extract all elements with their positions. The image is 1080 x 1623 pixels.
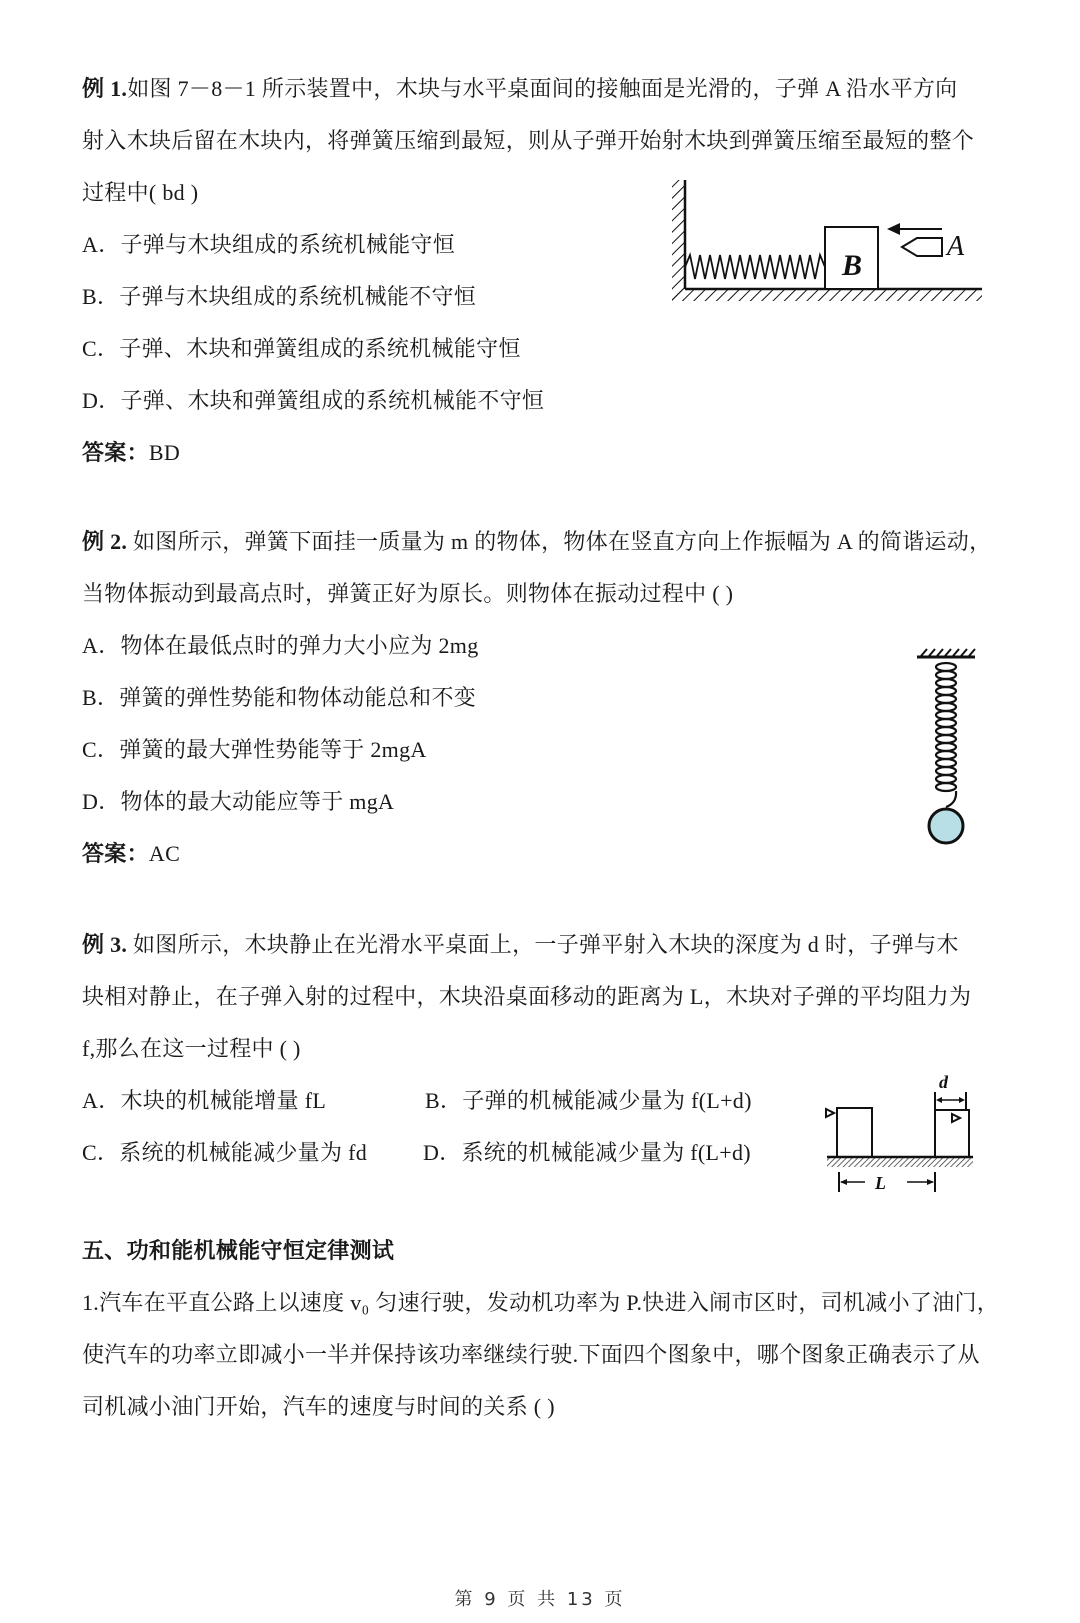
svg-text:L: L [875, 1173, 886, 1193]
example2-option-d: D．物体的最大动能应等于 mgA [82, 789, 395, 814]
example2-line1: 例 2. 如图所示，弹簧下面挂一质量为 m 的物体，物体在竖直方向上作振幅为 A 的简谐运动， [82, 529, 992, 554]
example1-option-b: B．子弹与木块组成的系统机械能不守恒 [82, 284, 477, 309]
example2-label: 例 2. [82, 529, 128, 554]
example1-line3: 过程中( bd ) [82, 180, 199, 205]
example3-option-b: B．子弹的机械能减少量为 f(L+d) [425, 1088, 752, 1113]
example1-option-d: D．子弹、木块和弹簧组成的系统机械能不守恒 [82, 388, 545, 413]
example1-option-c: C．子弹、木块和弹簧组成的系统机械能守恒 [82, 336, 521, 361]
example3-line3: f,那么在这一过程中 ( ) [82, 1036, 301, 1061]
example3-line2: 块相对静止，在子弹入射的过程中，木块沿桌面移动的距离为 L，木块对子弹的平均阻力为 [82, 984, 972, 1009]
example3-option-c: C．系统的机械能减少量为 fd [82, 1140, 368, 1165]
example3-option-d: D．系统的机械能减少量为 f(L+d) [423, 1140, 751, 1165]
hanging-spring-figure [915, 645, 980, 850]
example1-label: 例 1. [82, 76, 128, 101]
page-footer: 第 9 页 共 13 页 [454, 1589, 626, 1610]
example1-line2: 射入木块后留在木块内，将弹簧压缩到最短，则从子弹开始射木块到弹簧压缩至最短的整个 [82, 128, 975, 153]
section5-q1-line3: 司机减小油门开始，汽车的速度与时间的关系 ( ) [82, 1394, 555, 1419]
svg-text:A: A [947, 231, 965, 262]
example1-answer: 答案：BD [82, 440, 181, 465]
example3-label: 例 3. [82, 932, 128, 957]
example3-line1: 例 3. 如图所示，木块静止在光滑水平桌面上，一子弹平射入木块的深度为 d 时，子弹与木 [82, 932, 959, 957]
example2-option-a: A．物体在最低点时的弹力大小应为 2mg [82, 633, 479, 658]
spring-block-bullet-figure [672, 175, 992, 310]
section5-q1-line2: 使汽车的功率立即减小一半并保持该功率继续行驶.下面四个图象中，哪个图象正确表示了从 [82, 1342, 980, 1367]
example3-option-a: A．木块的机械能增量 fL [82, 1088, 327, 1113]
example2-answer: 答案：AC [82, 841, 181, 866]
section5-title: 五、功和能机械能守恒定律测试 [82, 1238, 395, 1263]
svg-text:B: B [842, 249, 863, 282]
svg-text:d: d [939, 1072, 948, 1092]
example2-option-b: B．弹簧的弹性势能和物体动能总和不变 [82, 685, 477, 710]
section5-q1-line1: 1.汽车在平直公路上以速度 v₀ 匀速行驶，发动机功率为 P.快进入闹市区时，司机减小了油门， [82, 1290, 1000, 1315]
example2-line2: 当物体振动到最高点时，弹簧正好为原长。则物体在振动过程中 ( ) [82, 581, 734, 606]
example1-line1: 例 1.如图 7－8－1 所示装置中，木块与水平桌面间的接触面是光滑的，子弹 A 沿水平方向 [82, 76, 958, 101]
bullet-block-displacement-figure [815, 1070, 975, 1200]
example1-option-a: A．子弹与木块组成的系统机械能守恒 [82, 232, 455, 257]
example2-option-c: C．弹簧的最大弹性势能等于 2mgA [82, 737, 427, 762]
